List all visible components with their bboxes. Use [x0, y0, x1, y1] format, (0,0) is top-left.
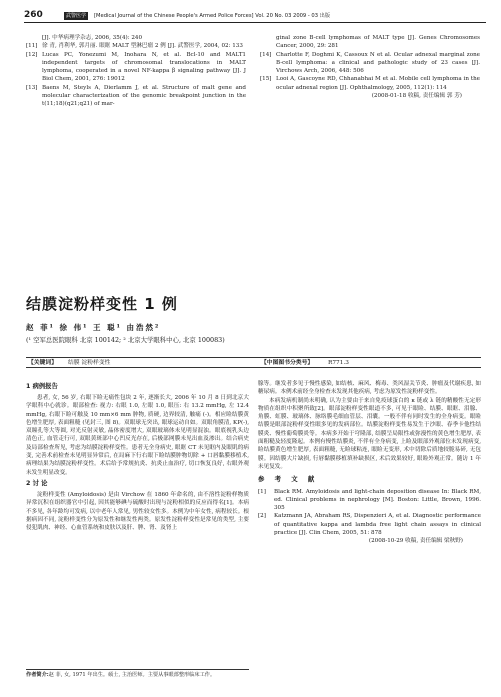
reference-item: ginal zone B-cell lymphomas of MALT type [J]. Genes Chromosomes Cancer, 2000, 29: 281: [276, 35, 480, 50]
running-header: [24, 11, 486, 23]
author-footnote: [26, 669, 249, 680]
body-column-right: [258, 380, 481, 546]
reference-item: [J]. 中华病理学杂志, 2006, 35(4): 240: [42, 35, 143, 41]
journal-title: [Medical Journal of the Chinese People's Armed Police Forces] Vol. 20 No. 03 2009 - 03 出版: [94, 13, 331, 19]
body-column-left: [26, 380, 249, 532]
article-title: 结膜淀粉样变性 1 例: [26, 295, 178, 313]
received-editor-credit: (2008-10-29 收稿, 责任编辑 梁秋野): [368, 538, 463, 545]
section-heading-case: 1 病例报告: [26, 383, 58, 390]
reference-item: [14] Charlotte F, Doghmi K, Cassoux N et al. Ocular adnexal marginal zone B-cell lymphoma: a clinical and pathologic study of 23 cases [J]. Virchows Arch, 2006, 448: 506: [260, 51, 480, 75]
clc-number: R771.3: [328, 360, 349, 366]
journal-badge: 武警医学: [66, 13, 87, 19]
clc-label: 【中图图书分类号】: [261, 360, 314, 366]
keywords-bar: [26, 357, 481, 368]
footnote-text: 赵 菲, 女, 1971 年出生。硕士, 主治医师。主要从事眼部整形临床工作。: [48, 672, 216, 678]
prev-article-references-left: [26, 34, 246, 109]
prev-article-references-right: [260, 34, 480, 100]
reference-item: [12] Lucas PC, Yonezumi M, Inohara N, et al. Bcl-10 and MALT1 independent targets of chromosomal translocations in MALT lymphoma, cooperated in a novel NF-kappa β signaling pathway [J]. J Biol Chem, 2001, 276: 19012: [26, 51, 246, 83]
article-authors: 赵 菲¹ 徐 伟¹ 王 聪¹ 由浩然²: [26, 323, 161, 332]
paragraph-case-report: 患者, 女, 56 岁, 右眼下睑无痛性包块 2 年, 逐渐长大, 2006 年 10 月 8 日到北京大学眼科中心就诊。眼部检查: 视力: 右眼 1.0, 左眼 1.0, 眼压: 右 13.2 mmHg, 左 12.4 mmHg, 右眼下睑可触及 10 mm×6 mm 肿物, 质硬, 边界较清, 触痛 (-)。相应睑结膜黄色增生肥厚, 表面粗糙 (见封三, 图 8)。双眼球无突出, 眼球运动自如。双眼角膜清, KP(-), 双瞳孔等大等圆, 对光反射灵敏, 晶体密度增大, 双眼玻璃体未见明显混浊。眼底视乳头边清色正, 血管走行可, 双眼黄斑部中心凹反光存在, 后极部网膜未见出血及渗出。结合病史及局部检查所见, 考虑为结膜淀粉样变性。患者无全身病史, 眼眶 CT 未见眶内及眼肌的病变, 完善术前检查未见明显异常后, 在局麻下行右眼下睑结膜肿物切除 + 口唇黏膜移植术, 病理结果为结膜淀粉样变性。术后给予常规抗炎、抗炎止血治疗, 切口恢复良好, 右眼外观未发生明显改变。: [26, 395, 249, 476]
keywords-text: 结膜 淀粉样变性: [68, 360, 111, 366]
received-editor-credit: (2008-01-18 收稿, 责任编辑 郭 芳): [371, 93, 462, 100]
article-affiliation: (¹ 空军总医院眼科 北京 100142; ² 北京大学眼科中心, 北京 100083): [26, 336, 225, 344]
paragraph-continued: 腺等。继发者多见于慢性感染, 如结核、麻风、梅毒、类风湿关节炎、肿瘤及代谢疾患, 如糖尿病。本例术前经全身检查未发现其他疾病, 考虑为原发性淀粉样变性。: [258, 381, 481, 396]
paragraph-mechanism: 本病发病机制尚未明确, 认为主要由于来自免疫球蛋白的 κ 链或 λ 链的精酸性无定形物质在组织中积聚所致[2]。眼部淀粉样变性眼道不多, 可见于眼睑、结膜、眼眶、泪腺、角膜、虹膜、玻璃体、脉络膜毛细血管层、泪囊。一般不伴有同时发生的全身病变。眼睑结膜是眼部淀粉样变性眼多见的发病部位。结膜淀粉样变性易发生于沙眼、春季卡他性结膜炎、慢性葡萄膜炎等。本病多开始于穹隆部, 结膜呈局限性或弥漫性的黄色增生肥厚, 表面粗糙及轻度隆起。本例有慢性结膜炎, 不伴有全身病变, 上睑及眼部外观部位未发现病变, 睑结膜黄色增生肥厚, 表面粗糙, 无睑球粘连, 眼睑无变形, 术中切除后质地较脆易碎, 无包膜。因结膜大片缺损, 行唇黏膜移植填补缺损区, 术后效果较好, 眼睑外观正常。随访 1 年未见复发。: [258, 397, 481, 470]
footnote-label: 作者简介:: [26, 672, 49, 678]
paragraph-discussion: 淀粉样变性 (Amyloidosis) 是由 Virchow 在 1860 年命名的, 由不溶性淀粉样物质异常沉积在组织器官中引起, 因其能够碘与硫酸时出现与淀粉相似的反应而得名[1]。本病不多见, 各年龄均可发病, 以中老年人常见, 男性较女性多。本例为中年女性, 病程较长。根据病因不同, 淀粉样变性分为原发性和继发性两类。原发性淀粉样变性是常见的类型, 主要侵犯肌肉、神经、心血管系统和皮肤以及肝、脾、肾、及肾上: [26, 491, 249, 532]
keywords-label: 【关键词】: [28, 360, 57, 366]
reference-item: [1] Black RM. Amyloidosis and light-chain deposition disease In: Black RM, ed. Clinical problems in nephrology [M]. Boston: Little, Brown, 1996. 305: [258, 488, 481, 512]
references-heading: 参 考 文 献: [258, 475, 319, 484]
reference-item: [2] Katzmann JA, Abraham RS, Dispenzieri A, et al. Diagnostic performance of quantitative kappa and lambda free light chain assays in clinical practice [J]. Clin Chem, 2005, 51: 878: [258, 513, 481, 537]
reference-item: [15] Looi A, Gascoyne RD, Chhanabhai M et al. Mobile cell lymphoma in the ocular adnexal region [J]. Ophthalmology, 2005, 112(1): 114: [260, 76, 480, 91]
reference-item: [13] Baens M, Steyls A, Dierlamm J, et al. Structure of malt gene and molecular characterization of the genomic breakpoint junction in the t(11;18)(q21;q21) of mar-: [26, 84, 246, 108]
section-heading-discussion: 2 讨 论: [26, 479, 48, 487]
page-number: 260: [24, 10, 43, 20]
reference-item: [11] 徐 青, 肖利华, 郭月丽. 眼眶 MALT 型淋巴瘤 2 例 [J]. 武警医学, 2004, 02: 133: [26, 43, 243, 50]
